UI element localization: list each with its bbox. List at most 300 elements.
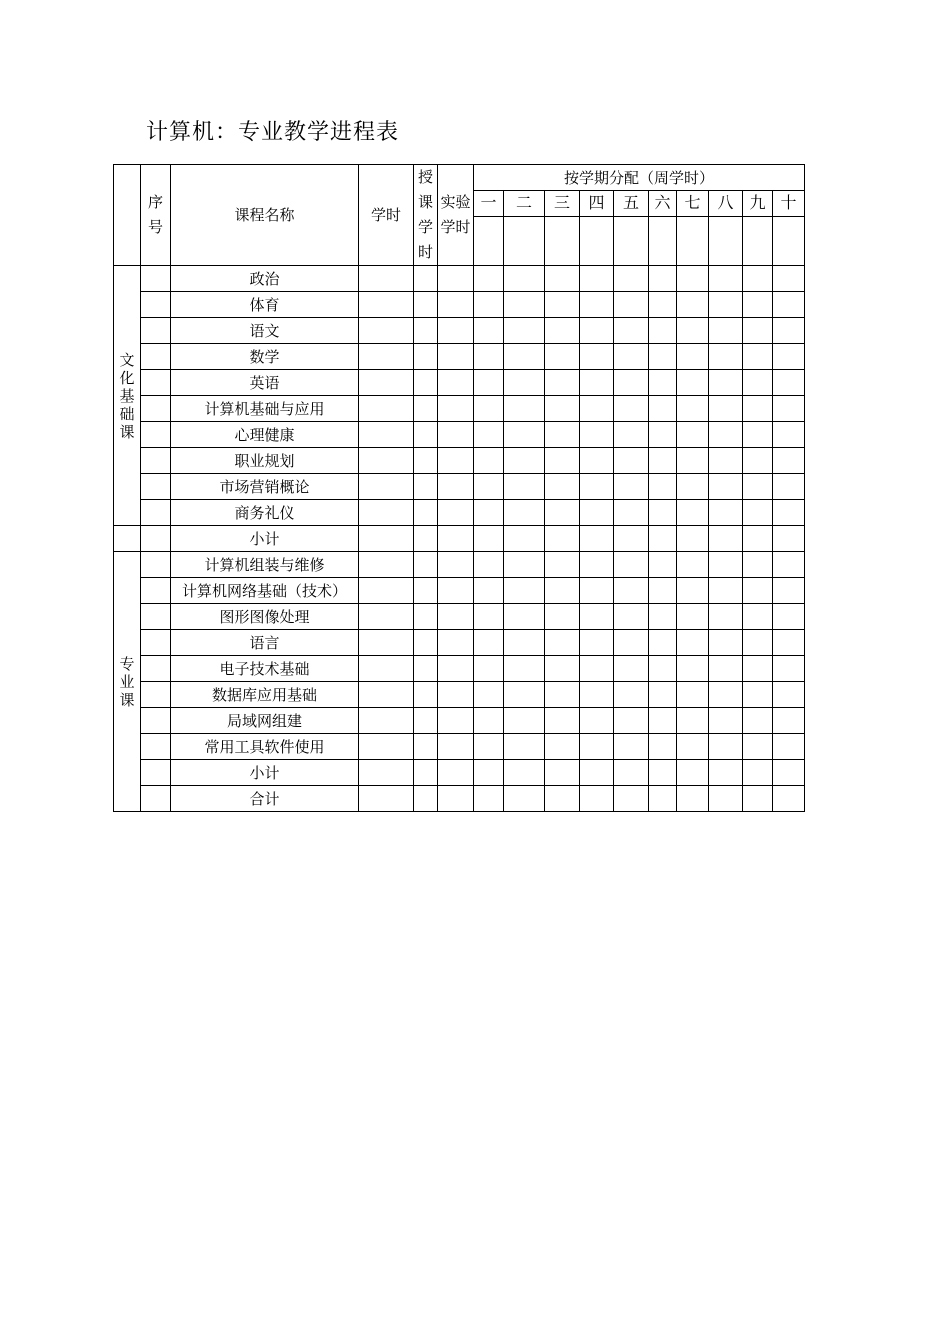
semester-header-blank-cell [649,216,677,266]
empty-cell [359,344,414,370]
empty-cell [677,500,709,526]
empty-cell [359,682,414,708]
empty-cell [773,604,805,630]
header-lab-hours: 实验 学时 [438,165,474,266]
header-semester: 七 [677,191,709,216]
course-name-cell: 数学 [171,344,359,370]
empty-cell [504,474,545,500]
empty-cell [359,786,414,812]
empty-cell [580,604,614,630]
empty-cell [649,656,677,682]
empty-cell [474,526,504,552]
empty-cell [504,266,545,292]
empty-cell [709,500,743,526]
empty-cell [580,422,614,448]
empty-cell [649,604,677,630]
category-cell [114,526,141,552]
empty-cell [743,396,773,422]
empty-cell [580,500,614,526]
empty-cell [414,266,438,292]
page-title: 计算机：专业教学进程表 [146,120,400,145]
semester-header-blank-cell [545,216,580,266]
empty-cell [438,266,474,292]
empty-cell [743,500,773,526]
empty-cell [677,344,709,370]
seq-cell [141,786,171,812]
empty-cell [677,318,709,344]
empty-cell [773,370,805,396]
empty-cell [773,630,805,656]
empty-cell [580,396,614,422]
empty-cell [743,656,773,682]
course-name-cell: 图形图像处理 [171,604,359,630]
empty-cell [743,344,773,370]
empty-cell [580,526,614,552]
empty-cell [545,318,580,344]
empty-cell [709,656,743,682]
empty-cell [414,474,438,500]
empty-cell [504,448,545,474]
table-row [114,526,805,552]
empty-cell [438,422,474,448]
empty-cell [773,786,805,812]
empty-cell [414,656,438,682]
course-name-cell: 语言 [171,630,359,656]
empty-cell [773,656,805,682]
empty-cell [504,760,545,786]
empty-cell [474,578,504,604]
table-row [114,448,805,474]
empty-cell [359,760,414,786]
empty-cell [545,630,580,656]
header-seq: 序 号 [141,165,171,266]
empty-cell [580,292,614,318]
seq-cell [141,526,171,552]
empty-cell [743,422,773,448]
table-row [114,422,805,448]
seq-cell [141,682,171,708]
course-name-cell: 合计 [171,786,359,812]
empty-cell [773,552,805,578]
empty-cell [743,292,773,318]
empty-cell [709,344,743,370]
course-name-cell: 体育 [171,292,359,318]
empty-cell [677,708,709,734]
empty-cell [773,344,805,370]
empty-cell [614,396,649,422]
empty-cell [649,370,677,396]
empty-cell [504,552,545,578]
course-name-cell: 计算机组装与维修 [171,552,359,578]
empty-cell [545,552,580,578]
empty-cell [545,396,580,422]
header-semester: 六 [649,191,677,216]
empty-cell [614,552,649,578]
empty-cell [743,370,773,396]
empty-cell [438,682,474,708]
empty-cell [438,526,474,552]
empty-cell [649,630,677,656]
empty-cell [545,682,580,708]
empty-cell [504,656,545,682]
empty-cell [709,760,743,786]
header-semester: 十 [773,191,805,216]
empty-cell [649,422,677,448]
empty-cell [677,786,709,812]
empty-cell [414,396,438,422]
empty-cell [614,370,649,396]
empty-cell [545,604,580,630]
empty-cell [545,526,580,552]
empty-cell [438,344,474,370]
empty-cell [677,526,709,552]
empty-cell [677,682,709,708]
empty-cell [677,474,709,500]
seq-cell [141,422,171,448]
empty-cell [614,708,649,734]
empty-cell [614,656,649,682]
empty-cell [438,474,474,500]
seq-cell [141,578,171,604]
empty-cell [359,318,414,344]
empty-cell [677,656,709,682]
empty-cell [474,266,504,292]
empty-cell [474,474,504,500]
empty-cell [709,318,743,344]
table-row [114,500,805,526]
course-name-cell: 电子技术基础 [171,656,359,682]
empty-cell [773,526,805,552]
empty-cell [504,396,545,422]
empty-cell [614,760,649,786]
empty-cell [649,500,677,526]
empty-cell [709,604,743,630]
table-row [114,682,805,708]
empty-cell [414,500,438,526]
empty-cell [677,266,709,292]
empty-cell [438,760,474,786]
empty-cell [545,474,580,500]
empty-cell [677,370,709,396]
empty-cell [743,630,773,656]
empty-cell [743,578,773,604]
empty-cell [414,318,438,344]
empty-cell [580,578,614,604]
empty-cell [504,708,545,734]
empty-cell [677,422,709,448]
course-name-cell: 计算机网络基础（技术） [171,578,359,604]
empty-cell [545,656,580,682]
empty-cell [414,760,438,786]
empty-cell [359,370,414,396]
seq-cell [141,292,171,318]
empty-cell [649,760,677,786]
empty-cell [504,734,545,760]
table-row [114,656,805,682]
empty-cell [773,422,805,448]
empty-cell [359,656,414,682]
empty-cell [649,682,677,708]
empty-cell [504,682,545,708]
empty-cell [709,370,743,396]
table-row [114,734,805,760]
empty-cell [580,630,614,656]
empty-cell [359,292,414,318]
empty-cell [474,786,504,812]
empty-cell [773,292,805,318]
course-name-cell: 市场营销概论 [171,474,359,500]
course-name-cell: 常用工具软件使用 [171,734,359,760]
empty-cell [474,422,504,448]
header-semester-group: 按学期分配（周学时） [474,165,805,191]
empty-cell [649,734,677,760]
empty-cell [414,370,438,396]
empty-cell [545,292,580,318]
table-row [114,318,805,344]
empty-cell [414,578,438,604]
seq-cell [141,734,171,760]
empty-cell [614,500,649,526]
empty-cell [474,370,504,396]
empty-cell [649,396,677,422]
empty-cell [773,760,805,786]
table-row [114,760,805,786]
empty-cell [614,578,649,604]
empty-cell [359,734,414,760]
empty-cell [359,474,414,500]
empty-cell [438,448,474,474]
seq-cell [141,500,171,526]
empty-cell [474,604,504,630]
empty-cell [438,708,474,734]
empty-cell [709,448,743,474]
empty-cell [709,708,743,734]
empty-cell [438,656,474,682]
empty-cell [359,708,414,734]
empty-cell [649,474,677,500]
semester-header-blank-cell [614,216,649,266]
empty-cell [580,734,614,760]
empty-cell [545,448,580,474]
empty-cell [504,500,545,526]
empty-cell [743,604,773,630]
seq-cell [141,708,171,734]
semester-header-blank-cell [677,216,709,266]
empty-cell [709,786,743,812]
empty-cell [649,344,677,370]
empty-cell [545,734,580,760]
empty-cell [504,630,545,656]
table-row [114,552,805,578]
header-semester: 二 [504,191,545,216]
empty-cell [743,318,773,344]
header-hours: 学时 [359,165,414,266]
empty-cell [773,396,805,422]
empty-cell [743,474,773,500]
seq-cell [141,370,171,396]
course-name-cell: 英语 [171,370,359,396]
empty-cell [649,266,677,292]
empty-cell [474,344,504,370]
table-row [114,266,805,292]
empty-cell [743,760,773,786]
empty-cell [474,734,504,760]
semester-header-blank-cell [580,216,614,266]
seq-cell [141,552,171,578]
empty-cell [649,708,677,734]
empty-cell [414,708,438,734]
course-name-cell: 局域网组建 [171,708,359,734]
empty-cell [414,344,438,370]
course-name-cell: 小计 [171,526,359,552]
empty-cell [438,734,474,760]
empty-cell [709,422,743,448]
empty-cell [709,526,743,552]
empty-cell [359,422,414,448]
empty-cell [438,604,474,630]
empty-cell [474,552,504,578]
empty-cell [474,318,504,344]
table-row [114,604,805,630]
empty-cell [474,292,504,318]
empty-cell [614,786,649,812]
empty-cell [359,604,414,630]
empty-cell [545,370,580,396]
empty-cell [438,578,474,604]
semester-header-blank-cell [743,216,773,266]
empty-cell [474,682,504,708]
empty-cell [743,708,773,734]
empty-cell [614,448,649,474]
empty-cell [709,630,743,656]
empty-cell [414,682,438,708]
empty-cell [773,500,805,526]
empty-cell [649,786,677,812]
seq-cell [141,448,171,474]
empty-cell [545,760,580,786]
seq-cell [141,604,171,630]
empty-cell [359,578,414,604]
empty-cell [414,422,438,448]
course-name-cell: 政治 [171,266,359,292]
empty-cell [614,266,649,292]
empty-cell [743,448,773,474]
course-name-cell: 计算机基础与应用 [171,396,359,422]
empty-cell [504,786,545,812]
empty-cell [438,500,474,526]
empty-cell [414,630,438,656]
empty-cell [743,786,773,812]
header-semester: 一 [474,191,504,216]
empty-cell [709,292,743,318]
teaching-plan-table [113,164,805,812]
empty-cell [743,682,773,708]
empty-cell [614,734,649,760]
empty-cell [474,708,504,734]
empty-cell [474,500,504,526]
empty-cell [773,474,805,500]
category-cell: 专 业 课 [114,552,141,812]
empty-cell [677,292,709,318]
empty-cell [709,396,743,422]
empty-cell [545,266,580,292]
table-row [114,370,805,396]
empty-cell [414,604,438,630]
empty-cell [580,344,614,370]
table-row [114,292,805,318]
empty-cell [743,266,773,292]
empty-cell [504,422,545,448]
empty-cell [614,422,649,448]
header-semester: 四 [580,191,614,216]
empty-cell [359,552,414,578]
table-row [114,474,805,500]
empty-cell [677,396,709,422]
empty-cell [677,448,709,474]
empty-cell [580,708,614,734]
empty-cell [545,500,580,526]
course-name-cell: 心理健康 [171,422,359,448]
empty-cell [649,448,677,474]
empty-cell [649,318,677,344]
empty-cell [773,708,805,734]
seq-cell [141,656,171,682]
seq-cell [141,318,171,344]
empty-cell [474,396,504,422]
empty-cell [545,708,580,734]
semester-header-blank-cell [504,216,545,266]
empty-cell [580,266,614,292]
empty-cell [580,552,614,578]
header-semester: 五 [614,191,649,216]
empty-cell [580,786,614,812]
empty-cell [474,448,504,474]
empty-cell [414,552,438,578]
semester-header-blank-cell [709,216,743,266]
empty-cell [438,318,474,344]
empty-cell [773,266,805,292]
empty-cell [580,656,614,682]
category-cell: 文 化 基 础 课 [114,266,141,526]
empty-cell [504,344,545,370]
empty-cell [414,526,438,552]
empty-cell [504,370,545,396]
empty-cell [649,578,677,604]
empty-cell [545,422,580,448]
empty-cell [709,682,743,708]
header-course-name: 课程名称 [171,165,359,266]
empty-cell [677,578,709,604]
empty-cell [773,734,805,760]
empty-cell [580,760,614,786]
empty-cell [359,630,414,656]
header-semester: 九 [743,191,773,216]
empty-cell [709,734,743,760]
empty-cell [438,370,474,396]
table-row [114,578,805,604]
empty-cell [580,370,614,396]
seq-cell [141,630,171,656]
empty-cell [474,630,504,656]
empty-cell [614,682,649,708]
empty-cell [614,318,649,344]
seq-cell [141,474,171,500]
empty-cell [649,526,677,552]
empty-cell [545,578,580,604]
empty-cell [359,266,414,292]
table-row [114,630,805,656]
seq-cell [141,760,171,786]
